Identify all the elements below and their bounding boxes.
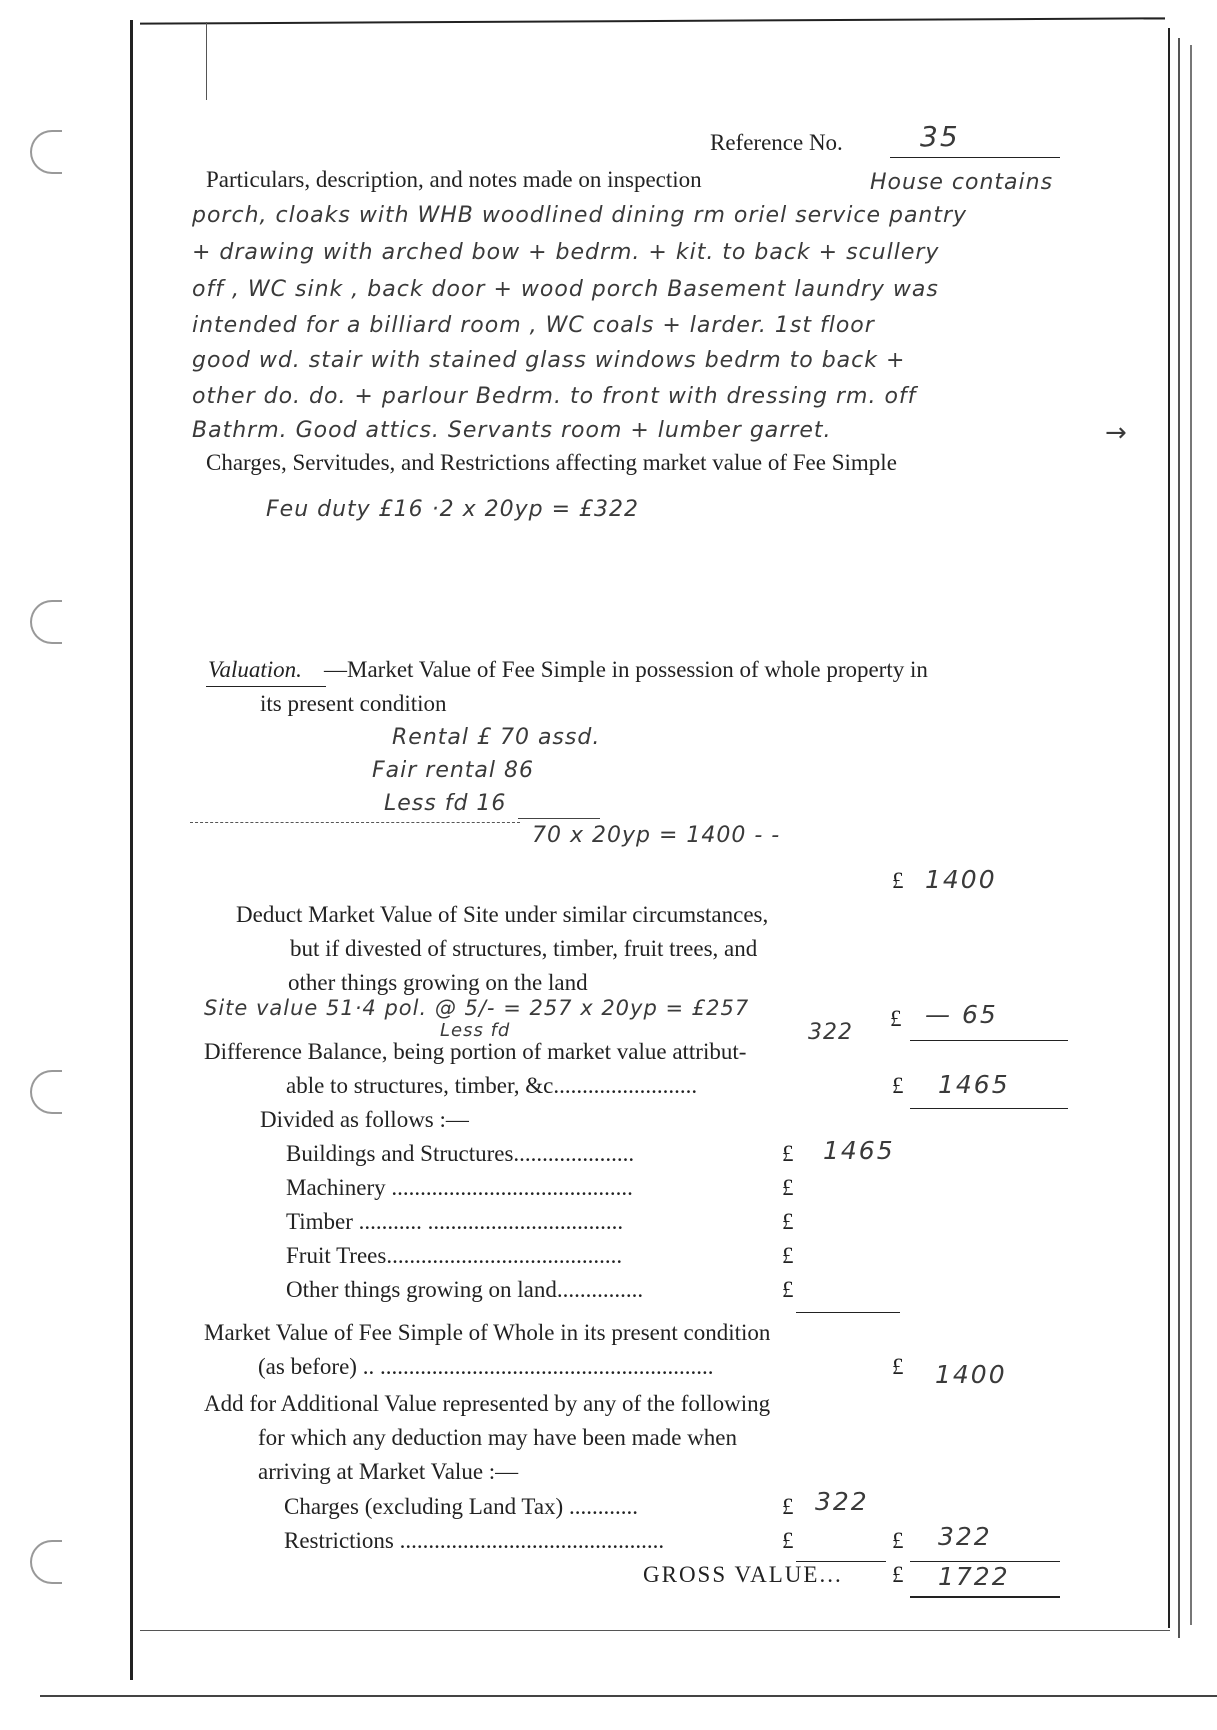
divided-item-pound: £ [782,1277,794,1302]
valuation-rental: Rental £ 70 assd. [392,725,601,750]
note-line: + drawing with arched bow + bedrm. + kit. to back + scullery [192,240,940,265]
gross-label: GROSS VALUE... [643,1562,843,1587]
difference-line1: Difference Balance, being portion of market value attribut- [204,1039,747,1064]
deduct-line3: other things growing on the land [288,970,588,995]
add-charges-label: Charges (excluding Land Tax) ............ [284,1494,638,1519]
note-line: intended for a billiard room , WC coals + larder. 1st floor [192,313,875,338]
binder-hole-4 [30,1540,62,1584]
particulars-first-line-notes: House contains [870,170,1054,195]
valuation-underline [206,686,326,687]
divided-item-pound: £ [782,1175,794,1200]
add-charges-pound: £ [782,1494,794,1519]
valuation-dashed-rule [190,822,520,823]
divided-rule [796,1312,900,1313]
binder-hole-1 [30,130,62,174]
note-line: off , WC sink , back door + wood porch Basement laundry was [192,277,939,302]
charges-label: Charges, Servitudes, and Restrictions affecting market value of Fee Simple [206,450,897,475]
page-bottom-edge [40,1695,1217,1697]
gross-value: 1722 [938,1562,1010,1591]
valuation-heading: Valuation. [208,657,302,682]
note-line: Bathrm. Good attics. Servants room + lumber garret. [192,418,832,443]
valuation-label-line2: its present condition [260,691,447,716]
valuation-label: —Market Value of Fee Simple in possession of whole property in [324,657,928,682]
divided-item-pound: £ [782,1209,794,1234]
valuation-calc-result: 70 x 20yp = 1400 - - [532,823,781,848]
add-restrictions-pound: £ [782,1528,794,1553]
divided-label: Divided as follows :— [260,1107,469,1132]
note-line: other do. do. + parlour Bedrm. to front with dressing rm. off [192,384,917,409]
divided-item-label: Other things growing on land............... [286,1277,644,1302]
divided-item-pound: £ [782,1243,794,1268]
page-left-edge [130,20,133,1680]
add-charges-value: 322 [815,1487,869,1516]
page-right-edge-2 [1178,38,1180,1638]
market-whole-pound: £ [892,1354,904,1379]
difference-pound: £ [892,1073,904,1098]
bottom-rule [140,1630,1170,1631]
add-total-pound: £ [892,1528,904,1553]
gross-pound: £ [892,1562,904,1587]
divided-item-label: Buildings and Structures..................... [286,1141,635,1166]
market-whole-line2: (as before) .. .......................................................... [258,1354,714,1379]
note-line: good wd. stair with stained glass windows bedrm to back + [192,348,906,373]
valuation-pound: £ [892,868,904,893]
reference-underline [890,157,1060,158]
divided-item-pound: £ [782,1141,794,1166]
deduct-value: — 65 [925,1000,998,1029]
divided-item-label: Fruit Trees......................................... [286,1243,623,1268]
deduct-pound: £ [890,1006,902,1031]
market-whole-line1: Market Value of Fee Simple of Whole in its present condition [204,1320,771,1345]
page-right-edge [1168,28,1170,1628]
deduct-sub: 322 [808,1020,853,1045]
charges-note: Feu duty £16 ·2 x 20yp = £322 [266,497,640,522]
valuation-value: 1400 [925,865,997,894]
valuation-calc-rule [518,818,600,819]
difference-rule [910,1108,1068,1109]
add-line2: for which any deduction may have been made when [258,1425,737,1450]
difference-line2: able to structures, timber, &c......................... [286,1073,698,1098]
page-right-edge-3 [1190,45,1192,1625]
deduct-site-note: Site value 51·4 pol. @ 5/- = 257 x 20yp = £257 [204,996,750,1020]
valuation-less-fd: Less fd 16 [384,791,507,816]
add-total-value: 322 [938,1522,992,1551]
deduct-line2: but if divested of structures, timber, fruit trees, and [290,936,758,961]
particulars-label: Particulars, description, and notes made on inspection [206,167,702,192]
deduct-less-fd: Less fd [440,1020,511,1041]
add-line1: Add for Additional Value represented by any of the following [204,1391,771,1416]
valuation-fair-rental: Fair rental 86 [372,758,535,783]
deduct-rule [910,1040,1068,1041]
note-line: porch, cloaks with WHB woodlined dining rm oriel service pantry [192,203,968,228]
difference-value: 1465 [938,1070,1010,1099]
deduct-line1: Deduct Market Value of Site under similar circumstances, [236,902,769,927]
inner-margin-line [206,22,207,100]
arrow-icon: → [1105,418,1128,448]
add-line3: arriving at Market Value :— [258,1459,519,1484]
divided-item-label: Timber ........... .................................. [286,1209,624,1234]
gross-rule [910,1596,1060,1598]
divided-item-value: 1465 [823,1136,895,1165]
reference-number: 35 [920,120,960,153]
binder-hole-3 [30,1070,62,1114]
market-whole-value: 1400 [935,1360,1007,1389]
add-restrictions-label: Restrictions .............................................. [284,1528,665,1553]
reference-label: Reference No. [710,130,843,155]
binder-hole-2 [30,600,62,644]
divided-item-label: Machinery .......................................... [286,1175,633,1200]
page-top-edge [140,17,1165,24]
